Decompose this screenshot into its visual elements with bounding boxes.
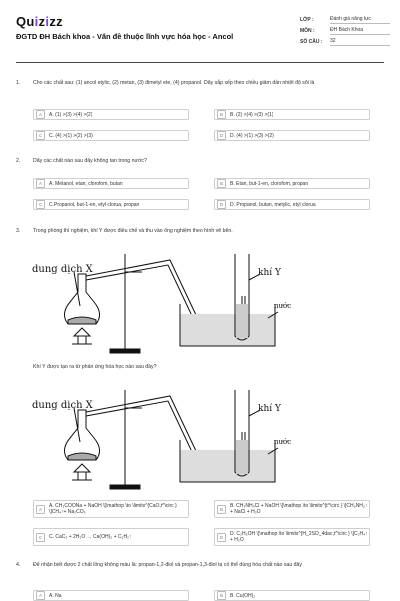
option-letter: A (36, 110, 45, 119)
option-letter: D (217, 533, 226, 542)
option-letter: B (217, 505, 226, 514)
option-2a[interactable] (33, 178, 189, 189)
option-letter: B (217, 591, 226, 600)
option-letter: C (36, 200, 45, 209)
document-title: ĐGTD ĐH Bách khoa - Vấn đề thuộc lĩnh vực hóa học - Ancol (16, 32, 234, 41)
question-2 (16, 158, 384, 165)
option-text: D. C₂H₅OH \[\mathop \to \limits^{H_2SO_4dac,t^\circ } \]C₂H₄↑ + H₂O (230, 530, 368, 543)
question-number: 3. (16, 228, 21, 234)
option-letter: A (36, 179, 45, 188)
option-text: B. CH₃NH₃Cl + NaOH \[\mathop \to \limits^{t^\circ } \]CH₃NH₂↑ + NaCl + H₂O (230, 502, 368, 515)
quizizz-logo (16, 14, 63, 29)
question-number: 1. (16, 80, 21, 86)
option-4a[interactable] (33, 590, 189, 601)
option-text: B. Etan, but-1-en, clorofom, propan (230, 180, 309, 187)
label-solution-x: dung dịch X (32, 264, 93, 275)
option-1d[interactable] (214, 130, 370, 141)
meta-row-subject (300, 25, 390, 36)
apparatus-illustration (30, 380, 290, 492)
question-1 (16, 80, 384, 87)
option-2c[interactable] (33, 199, 189, 210)
question-4 (16, 562, 384, 569)
question-number: 4. (16, 562, 21, 568)
option-text: B. (2) >(4) >(3) >(1) (230, 111, 274, 118)
meta-label: SỐ CÂU : (300, 38, 323, 45)
option-text: C. CaC₂ + 2H₂O → Ca(OH)₂ + C₂H₂↑ (49, 533, 132, 540)
question-text: Để nhận biết được 2 chất lỏng không màu là: propan-1,2-điol và propan-1,3-điol ta có thể dùng hóa chất nào sau đây (33, 562, 303, 568)
label-water: nước (274, 302, 292, 310)
meta-value: ĐH Bách Khoa (330, 27, 390, 35)
option-2b[interactable] (214, 178, 370, 189)
option-1a[interactable] (33, 109, 189, 120)
question-3-subtext (16, 364, 384, 371)
option-text: C. (4) >(1) >(2) >(3) (49, 132, 93, 139)
option-text: D. (4) >(1) >(3) >(2) (230, 132, 274, 139)
apparatus-diagram-2 (30, 380, 290, 492)
option-letter: C (36, 533, 45, 542)
option-text: A. CH₃COONa + NaOH \[\mathop \to \limits^{CaO,t^\circ } \]CH₄↑+ Na₂CO₃ (49, 502, 177, 515)
logo-text: Quizizz (16, 14, 63, 29)
apparatus-diagram-1 (30, 244, 290, 356)
question-text: Trong phòng thí nghiệm, khí Y được điều chế và thu vào ống nghiệm theo hình vẽ bên. (33, 228, 233, 234)
question-number: 2. (16, 158, 21, 164)
option-letter: A (36, 591, 45, 600)
option-1b[interactable] (214, 109, 370, 120)
meta-value: 32 (330, 38, 390, 46)
option-letter: B (217, 110, 226, 119)
option-letter: D (217, 131, 226, 140)
option-text: D. Propanol, butan, metylic, etyl clorua (230, 201, 316, 208)
option-text: C.Propanol, but-1-en, etyl clorua, propan (49, 201, 140, 208)
option-3b[interactable] (214, 500, 370, 518)
meta-label: MÔN : (300, 27, 315, 34)
label-water: nước (274, 438, 292, 446)
option-3d[interactable] (214, 528, 370, 546)
option-2d[interactable] (214, 199, 370, 210)
meta-row-class (300, 14, 390, 25)
option-3a[interactable] (33, 500, 189, 518)
header-divider (16, 62, 384, 63)
meta-row-count (300, 36, 390, 47)
meta-value: Đánh giá năng lực (330, 16, 390, 24)
option-text: A. Na (49, 592, 62, 599)
document-meta (300, 14, 390, 47)
option-1c[interactable] (33, 130, 189, 141)
option-letter: A (36, 505, 45, 514)
question-3 (16, 228, 384, 235)
question-text: Dãy các chất nào sau đây không tan trong nước? (33, 158, 147, 164)
label-gas-y: khí Y (258, 404, 281, 414)
meta-label: LỚP : (300, 16, 314, 23)
option-text: B. Cu(OH)₂ (230, 592, 256, 599)
option-text: A. (1) >(3) >(4) >(2) (49, 111, 93, 118)
option-text: A. Metanol, etan, clorofom, butan (49, 180, 123, 187)
option-letter: C (36, 131, 45, 140)
option-3c[interactable] (33, 528, 189, 546)
option-letter: D (217, 200, 226, 209)
label-solution-x: dung dịch X (32, 400, 93, 411)
option-letter: B (217, 179, 226, 188)
question-subtext: Khí Y được tạo ra từ phản ứng hóa học nào sau đây? (33, 364, 157, 370)
apparatus-illustration (30, 244, 290, 356)
option-4b[interactable] (214, 590, 370, 601)
question-text: Cho các chất sau: (1) ancol etylic, (2) metan, (3) đimetyl ete, (4) propanol. Dãy sắp xếp theo chiều giảm dần nhiệt độ sôi là (33, 80, 315, 86)
label-gas-y: khí Y (258, 268, 281, 278)
